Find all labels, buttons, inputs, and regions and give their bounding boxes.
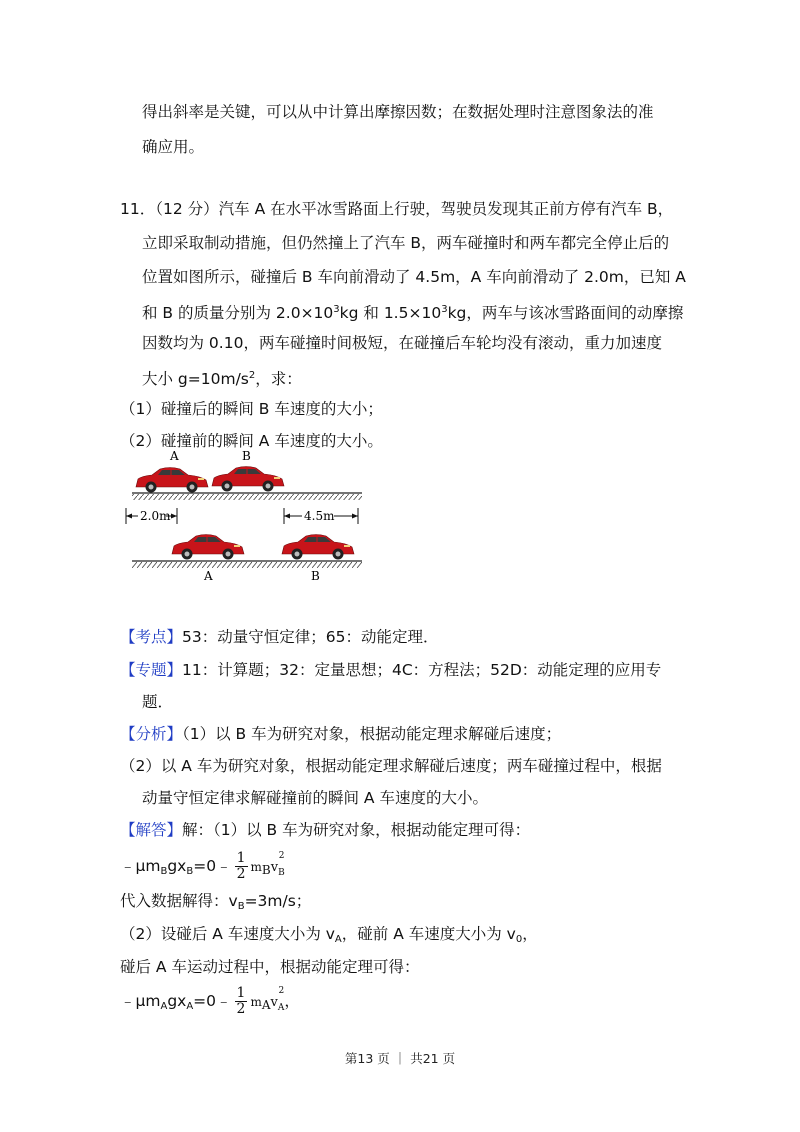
fraction-half: $\frac{1}{2}$ — [236, 850, 246, 882]
question-header — [120, 198, 673, 220]
equation-2: $﹣\mu m_Agx_A=0﹣$ $\frac{1}{2}$ $m_Av$ 2 $_A$， — [120, 985, 300, 1017]
fraction-half: $\frac{1}{2}$ — [236, 985, 246, 1017]
label-B-top: B — [242, 449, 251, 463]
distance-marker-B — [284, 508, 358, 524]
car-A-bottom — [172, 535, 244, 560]
part2-line-1: （2）设碰后 A 车速度大小为 $v_A$，碰前 A 车速度大小为 $v_0$， — [120, 925, 538, 945]
jieda-line: 【解答】解：（1）以 B 车为研究对象，根据动能定理可得： — [120, 821, 531, 839]
kaodian-line: 【考点】53：动量守恒定律；65：动能定理． — [120, 628, 439, 646]
jieda-tag: 【解答】 — [120, 821, 183, 839]
label-B-bottom: B — [311, 569, 320, 583]
road-hatch-top — [132, 494, 362, 500]
fenxi-line: 【分析】（1）以 B 车为研究对象，根据动能定理求解碰后速度； — [120, 725, 562, 743]
car-A-top — [136, 468, 208, 493]
distance-marker-A — [126, 508, 177, 524]
zhuanti-line: 【专题】11：计算题；32：定量思想；4C：方程法；52D：动能定理的应用专 — [120, 661, 662, 679]
collision-figure — [122, 448, 372, 588]
question-number: 11． — [120, 200, 156, 218]
distance-B-label: 4.5m — [304, 509, 335, 523]
question-line: 位置如图所示，碰撞后 B 车向前滑动了 4.5m，A 车向前滑动了 2.0m，已知 A — [142, 268, 686, 286]
question-line: 汽车 A 在水平冰雪路面上行驶，驾驶员发现其正前方停有汽车 B， — [218, 200, 674, 218]
zhuanti-line-2: 题． — [142, 693, 174, 711]
page-footer: 第13 页 ｜ 共21 页 — [344, 1051, 456, 1066]
kaodian-tag: 【考点】 — [120, 628, 183, 646]
zhuanti-tag: 【专题】 — [120, 661, 183, 679]
label-A-bottom: A — [204, 569, 213, 583]
fenxi-line-2: （2）以 A 车为研究对象，根据动能定理求解碰后速度；两车碰撞过程中，根据 — [120, 757, 662, 775]
question-line: 立即采取制动措施，但仍然撞上了汽车 B，两车碰撞时和两车都完全停止后的 — [142, 234, 670, 252]
label-A-top: A — [170, 449, 179, 463]
question-line: 因数均为 0.10，两车碰撞时间极短，在碰撞后车轮均没有滚动，重力加速度 — [142, 334, 662, 352]
sub-question-1: （1）碰撞后的瞬间 B 车速度的大小； — [120, 400, 383, 418]
equation-1: $﹣\mu m_Bgx_B=0﹣$ $\frac{1}{2}$ $m_Bv$ 2 $_B$ — [120, 850, 285, 882]
question-line-gravity: 大小 $g=10m/s^2$，求： — [142, 370, 302, 388]
question-line-masses: 和 B 的质量分别为 $2.0\times 10^3kg$ 和 $1.5\times 10^3kg$，两车与该冰雪路面间的动摩擦 — [142, 304, 684, 322]
car-B-bottom — [282, 535, 354, 560]
part2-line-2: 碰后 A 车运动过程中，根据动能定理可得： — [120, 958, 420, 976]
fenxi-tag: 【分析】 — [120, 725, 183, 743]
intro-line-1: 得出斜率是关键，可以从中计算出摩擦因数；在数据处理时注意图象法的准 — [142, 103, 654, 121]
car-B-top — [212, 467, 284, 492]
road-hatch-bottom — [132, 562, 362, 568]
result-vB: 代入数据解得：$v_B=3m/s$； — [120, 892, 312, 912]
distance-A-label: 2.0m — [140, 509, 171, 523]
fenxi-line-3: 动量守恒定律求解碰撞前的瞬间 A 车速度的大小。 — [142, 789, 488, 807]
intro-line-2: 确应用。 — [142, 138, 205, 156]
question-score: （12 分） — [155, 200, 219, 218]
sub-question-2: （2）碰撞前的瞬间 A 车速度的大小。 — [120, 432, 383, 450]
